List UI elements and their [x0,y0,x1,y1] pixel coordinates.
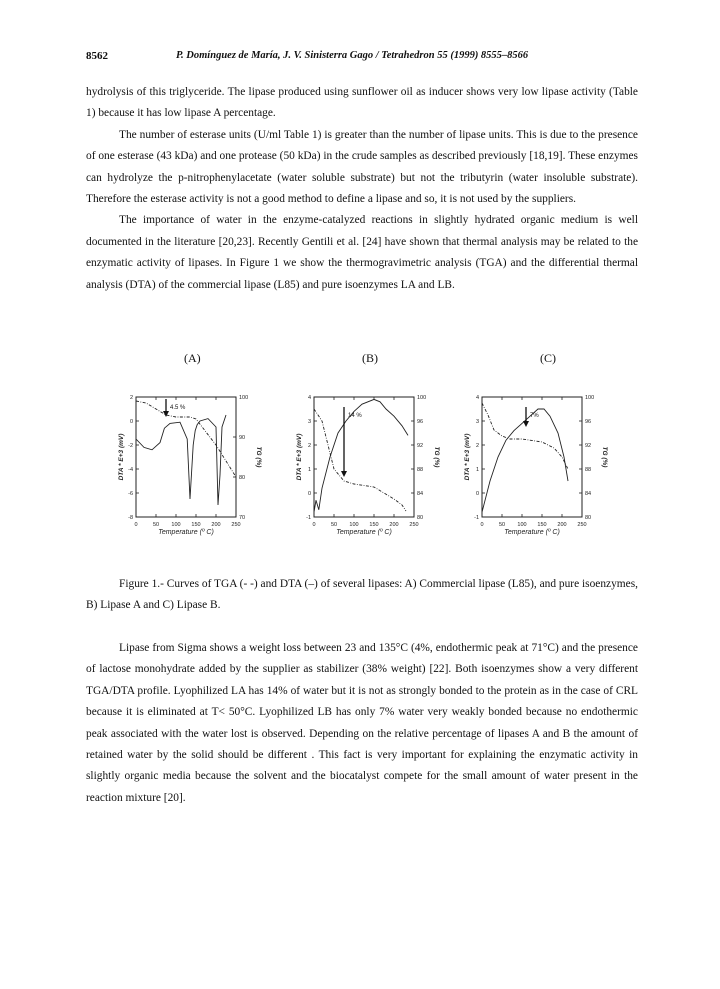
y2-tick-label: 80 [239,475,246,481]
panel-label-b: (B) [362,351,378,365]
y2-axis-label: TG (%) [433,446,440,468]
panel-label-c: (C) [540,351,556,365]
x-tick-label: 250 [231,522,241,528]
weight-loss-label: 14 % [348,413,362,419]
x-tick-label: 150 [537,522,547,528]
y-tick-label: -8 [128,515,133,521]
figure-caption: Figure 1.- Curves of TGA (- -) and DTA (–) of several lipases: A) Commercial lipase (L85), and pure isoenzymes, B) Lipase A and C) Lipase B. [86,578,638,612]
weight-loss-arrowhead [523,421,529,427]
y2-tick-label: 100 [585,395,595,401]
y2-tick-label: 100 [417,395,427,401]
tga-curve [314,409,406,511]
y-tick-label: 4 [475,395,479,401]
y-tick-label: -6 [128,491,133,497]
y2-tick-label: 84 [585,491,592,497]
body-text-top [86,82,638,296]
x-tick-label: 50 [152,522,160,528]
x-tick-label: 50 [498,522,506,528]
weight-loss-arrowhead [163,411,169,417]
y-tick-label: 0 [129,419,133,425]
y2-tick-label: 90 [239,435,246,441]
y-tick-label: 0 [307,491,311,497]
x-tick-label: 200 [211,522,221,528]
y-tick-label: -4 [128,467,133,473]
x-tick-label: 150 [369,522,379,528]
weight-loss-label: 4.5 % [170,405,186,411]
x-tick-label: 0 [312,522,316,528]
panel-label-a: (A) [184,351,201,365]
y-tick-label: 2 [475,443,479,449]
x-tick-label: 150 [191,522,201,528]
x-tick-label: 200 [389,522,399,528]
x-axis-label: Temperature (º C) [336,529,392,536]
y2-axis-label: TG (%) [601,446,608,468]
x-tick-label: 50 [330,522,338,528]
body-text-bottom [86,638,638,809]
y-tick-label: 1 [475,467,479,473]
x-tick-label: 100 [349,522,359,528]
running-head: P. Domínguez de María, J. V. Sinisterra Gago / Tetrahedron 55 (1999) 8555–8566 [176,50,529,61]
y-tick-label: -1 [306,515,311,521]
y-tick-label: 0 [475,491,479,497]
y2-tick-label: 96 [417,419,424,425]
y2-tick-label: 88 [585,467,592,473]
paragraph: hydrolysis of this triglyceride. The lipase produced using sunflower oil as inducer shows very low lipase activity (Table 1) because it has low lipase A percentage. [86,86,638,120]
chart-panel-b [284,383,444,573]
y2-tick-label: 100 [239,395,249,401]
y2-tick-label: 92 [417,443,424,449]
y-axis-label: DTA * E+3 (mV) [464,433,471,481]
y2-tick-label: 70 [239,515,246,521]
paragraph: Lipase from Sigma shows a weight loss between 23 and 135°C (4%, endothermic peak at 71°C) and the presence of lactose monohydrate added by the supplier as stabilizer (38% weight) [22]. Both isoenzymes show a very different TGA/DTA profile. Lyophilized LA has 14% of water but it is not as strongly bonded to the protein as in the case of CRL because it is eliminated at T< 50°C. Lyophilized LB has only 7% water very weakly bonded because no endothermic peak associated with the water lost is observed. Depending on the relative percentage of lipases A and B the amount of retained water by the solid should be different . This fact is very important for explaining the enzymatic activity in slightly organic media because the solvent and the biocatalyst compete for the small amount of water present in the reaction mixture [20]. [86,642,638,804]
y-tick-label: -2 [128,443,133,449]
y2-tick-label: 96 [585,419,592,425]
y-axis-label: DTA * E+3 (mV) [118,433,125,481]
y-tick-label: 1 [307,467,311,473]
x-tick-label: 250 [577,522,587,528]
x-tick-label: 0 [480,522,484,528]
y-tick-label: 3 [307,419,311,425]
x-tick-label: 250 [409,522,419,528]
tga-curve [482,403,568,469]
x-axis-label: Temperature (º C) [158,529,214,536]
chart-panel-a [106,383,266,573]
weight-loss-arrowhead [341,471,347,477]
paragraph: The importance of water in the enzyme-catalyzed reactions in slightly hydrated organic medium is well documented in the literature [20,23]. Recently Gentili et al. [24] have shown that thermal analysis may be related to the enzymatic activity of lipases. In Figure 1 we show the thermogravimetric analysis (TGA) and the differential thermal analysis (DTA) of the commercial lipase (L85) and pure isoenzymes LA and LB. [86,214,638,291]
dta-curve [136,415,226,505]
tga-curve [136,401,236,477]
y-tick-label: 2 [307,443,311,449]
chart-panel-c [452,383,612,573]
y-tick-label: -1 [474,515,479,521]
y2-tick-label: 88 [417,467,424,473]
y2-tick-label: 80 [417,515,424,521]
x-axis-label: Temperature (º C) [504,529,560,536]
y-tick-label: 4 [307,395,311,401]
page-number: 8562 [86,50,108,62]
y-tick-label: 3 [475,419,479,425]
y-tick-label: 2 [129,395,133,401]
y2-tick-label: 92 [585,443,592,449]
y2-axis-label: TG (%) [255,446,262,468]
plot-frame [314,397,414,517]
x-tick-label: 0 [134,522,138,528]
x-tick-label: 100 [517,522,527,528]
y2-tick-label: 80 [585,515,592,521]
y2-tick-label: 84 [417,491,424,497]
y-axis-label: DTA * E+3 (mV) [296,433,303,481]
weight-loss-label: 7% [530,413,539,419]
x-tick-label: 200 [557,522,567,528]
paragraph: The number of esterase units (U/ml Table 1) is greater than the number of lipase units. This is due to the presence of one esterase (43 kDa) and one protease (50 kDa) in the crude samples as described previously [18,19]. These enzymes can hydrolyze the p-nitrophenylacetate (water soluble substrate) but not the tributyrin (water insoluble substrate). Therefore the esterase activity is not a good method to define a lipase and so, it is not used by the suppliers. [86,128,638,206]
x-tick-label: 100 [171,522,181,528]
